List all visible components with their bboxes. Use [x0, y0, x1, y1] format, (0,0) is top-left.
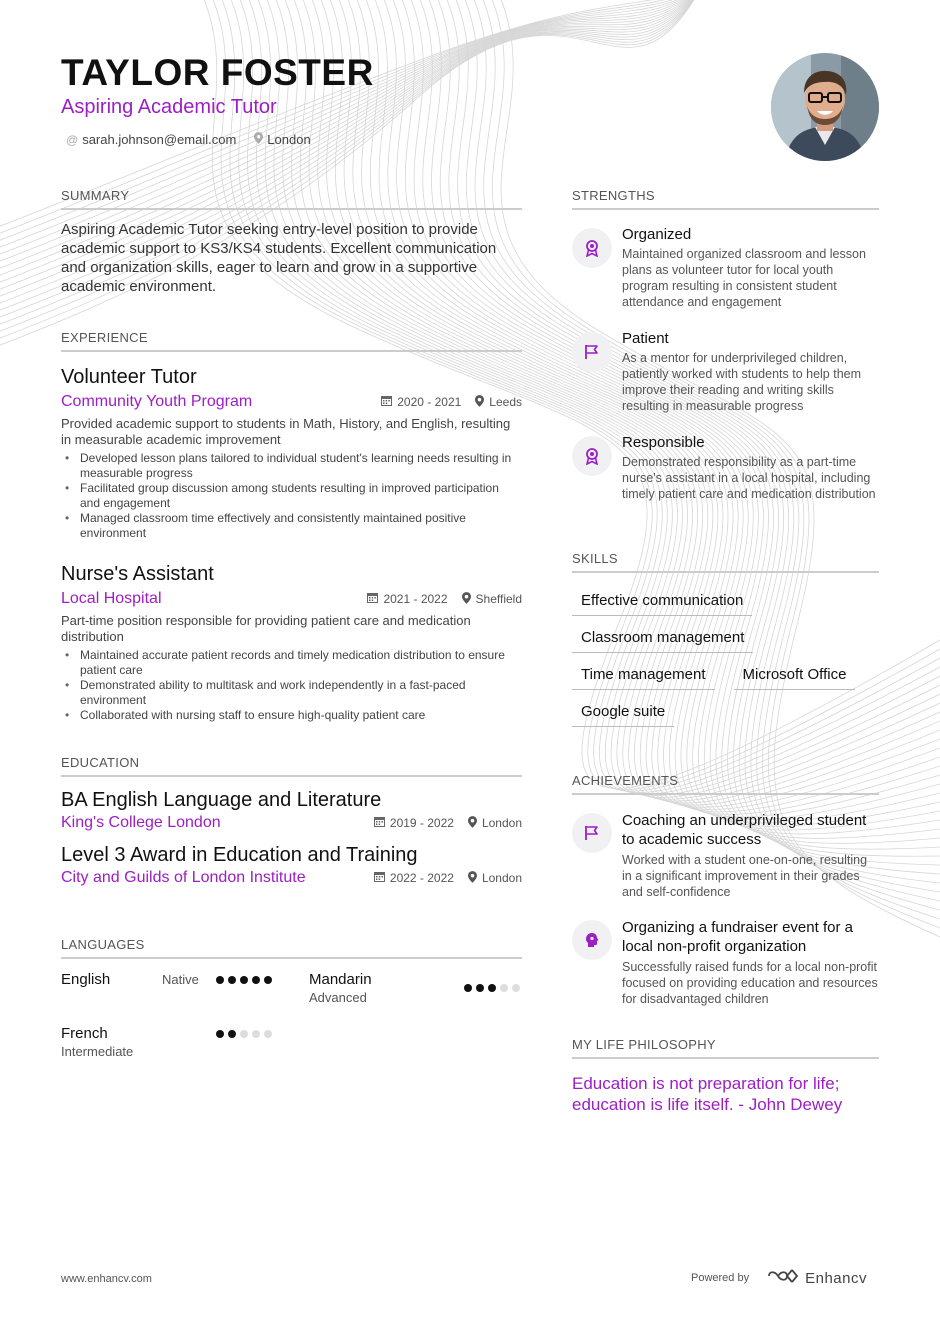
candidate-title: Aspiring Academic Tutor: [61, 96, 277, 118]
brand-logo[interactable]: [767, 1268, 867, 1288]
skill-tag: Effective communication: [572, 585, 752, 616]
bullet-item: • Facilitated group discussion among students resulting in improved participation and engagement: [61, 481, 522, 511]
skills-section: [572, 551, 879, 727]
school-name: King's College London: [61, 814, 221, 831]
language-level: Advanced: [309, 990, 367, 1005]
strength-item: [572, 434, 879, 502]
education-dates: 2022 - 2022: [389, 871, 454, 885]
summary-text: Aspiring Academic Tutor seeking entry-level position to provide academic support to KS3/KS4 students. Excellent communication and organization skills, eager to learn and grow in a supportive academic environment.: [61, 221, 497, 295]
philosophy-quote: Education is not preparation for life; education is life itself. - John Dewey: [572, 1074, 843, 1114]
rating-dot: [252, 1030, 260, 1038]
flag-icon: [572, 813, 612, 853]
skill-tag: Classroom management: [572, 622, 753, 653]
job-dates: 2020 - 2021: [397, 395, 462, 409]
achievement-description: Successfully raised funds for a local non-profit focused on providing education and resources for disadvantaged children: [622, 960, 878, 1006]
strength-item: [572, 330, 879, 414]
rating-dot: [512, 984, 520, 992]
education-section: [61, 755, 522, 887]
calendar-icon: [381, 395, 392, 409]
rating-dot: [464, 984, 472, 992]
languages-section: [61, 937, 522, 1081]
summary-section: [61, 188, 522, 296]
location-contact: [254, 132, 310, 147]
achievement-item: [572, 811, 879, 900]
rating-dot: [240, 976, 248, 984]
rating-dot: [500, 984, 508, 992]
job-title: Volunteer Tutor: [61, 366, 197, 388]
strength-title: Patient: [622, 330, 669, 347]
achievements-section: [572, 773, 879, 1007]
strength-item: [572, 226, 879, 310]
location-pin-icon: [468, 871, 477, 886]
powered-by-label: Powered by: [691, 1272, 750, 1284]
languages-heading: LANGUAGES: [61, 937, 522, 959]
job-company: Community Youth Program: [61, 393, 253, 410]
language-entry: [61, 971, 274, 988]
award-icon: [572, 228, 612, 268]
achievement-title: Coaching an underprivileged student to academic success: [622, 812, 867, 848]
rating-dot: [252, 976, 260, 984]
location-text: London: [267, 132, 311, 147]
experience-section: [61, 330, 522, 723]
calendar-icon: [367, 592, 378, 606]
contact-info: [66, 132, 311, 147]
job-entry: [61, 366, 522, 541]
bullet-item: • Managed classroom time effectively and consistently maintained positive environment: [61, 511, 522, 541]
location-pin-icon: [254, 132, 263, 147]
enhancv-logo-icon: [767, 1268, 799, 1288]
job-location: Leeds: [489, 395, 522, 409]
footer-website[interactable]: www.enhancv.com: [61, 1273, 152, 1285]
footer-branding: [691, 1268, 867, 1288]
brand-name: Enhancv: [805, 1269, 867, 1287]
location-pin-icon: [468, 816, 477, 831]
language-name: English: [61, 971, 111, 988]
strengths-heading: STRENGTHS: [572, 188, 879, 210]
rating-dot: [264, 1030, 272, 1038]
skill-tag: Time management: [572, 659, 715, 690]
rating-dot: [228, 976, 236, 984]
rating-dot: [264, 976, 272, 984]
language-level: Intermediate: [61, 1044, 134, 1059]
award-icon: [572, 436, 612, 476]
calendar-icon: [374, 871, 385, 885]
education-heading: EDUCATION: [61, 755, 522, 777]
skill-tag: Google suite: [572, 696, 674, 727]
job-description: Part-time position responsible for providing patient care and medication distribution: [61, 613, 471, 644]
education-location: London: [481, 871, 522, 885]
head-icon: [572, 920, 612, 960]
strengths-section: [572, 188, 879, 502]
philosophy-section: [572, 1037, 879, 1115]
summary-heading: SUMMARY: [61, 188, 522, 210]
calendar-icon: [374, 816, 385, 830]
education-dates: 2019 - 2022: [389, 816, 454, 830]
email-text: sarah.johnson@email.com: [82, 132, 237, 147]
education-entry: [61, 844, 522, 887]
job-title: Nurse's Assistant: [61, 563, 214, 585]
rating-dot: [476, 984, 484, 992]
job-bullets: [61, 451, 522, 541]
at-icon: @: [66, 132, 79, 147]
rating-dot: [240, 1030, 248, 1038]
profile-photo: [771, 53, 879, 161]
education-location: London: [481, 816, 522, 830]
rating-dots: [216, 1030, 272, 1038]
rating-dot: [488, 984, 496, 992]
bullet-item: • Maintained accurate patient records and timely medication distribution to ensure patient care: [61, 648, 522, 678]
candidate-name: TAYLOR FOSTER: [61, 52, 374, 93]
language-name: French: [61, 1025, 108, 1042]
job-location: Sheffield: [475, 592, 522, 606]
achievement-description: Worked with a student one-on-one, resulting in a significant improvement in their grades and self-confidence: [622, 853, 868, 899]
school-name: City and Guilds of London Institute: [61, 869, 306, 886]
rating-dot: [216, 1030, 224, 1038]
degree-title: BA English Language and Literature: [61, 789, 382, 811]
strength-title: Responsible: [622, 434, 705, 451]
education-entry: [61, 789, 522, 832]
job-description: Provided academic support to students in Math, History, and English, resulting in measurable academic improvement: [61, 416, 511, 447]
achievement-title: Organizing a fundraiser event for a local non-profit organization: [622, 919, 853, 955]
philosophy-heading: MY LIFE PHILOSOPHY: [572, 1037, 879, 1059]
bullet-item: • Collaborated with nursing staff to ensure high-quality patient care: [61, 708, 522, 723]
location-pin-icon: [475, 395, 484, 410]
location-pin-icon: [462, 592, 471, 607]
strength-description: Maintained organized classroom and lesson plans as volunteer tutor for local youth program resulting in consistent student attendance and engagement: [622, 247, 866, 309]
job-bullets: [61, 648, 522, 723]
experience-heading: EXPERIENCE: [61, 330, 522, 352]
degree-title: Level 3 Award in Education and Training: [61, 844, 418, 866]
language-level: Native: [162, 972, 199, 987]
achievement-item: [572, 918, 879, 1007]
language-name: Mandarin: [309, 971, 372, 988]
job-company: Local Hospital: [61, 590, 162, 607]
flag-icon: [572, 332, 612, 372]
job-entry: [61, 563, 522, 723]
rating-dot: [216, 976, 224, 984]
skill-tag: Microsoft Office: [734, 659, 856, 690]
job-dates: 2021 - 2022: [383, 592, 448, 606]
strength-title: Organized: [622, 226, 692, 243]
skills-list: [572, 579, 879, 727]
strength-description: As a mentor for underprivileged children, patiently worked with students to help them improve their reading and writing skills resulting in measurable progress: [622, 351, 862, 413]
bullet-item: • Developed lesson plans tailored to individual student's learning needs resulting in measurable progress: [61, 451, 522, 481]
achievements-heading: ACHIEVEMENTS: [572, 773, 879, 795]
language-entry: [309, 971, 522, 1005]
rating-dots: [216, 976, 272, 984]
skills-heading: SKILLS: [572, 551, 879, 573]
bullet-item: • Demonstrated ability to multitask and work independently in a fast-paced environment: [61, 678, 522, 708]
strength-description: Demonstrated responsibility as a part-time nurse's assistant in a local hospital, including timely patient care and medication distribution: [622, 455, 876, 501]
rating-dots: [464, 984, 520, 992]
rating-dot: [228, 1030, 236, 1038]
language-entry: [61, 1025, 274, 1059]
email-contact[interactable]: [66, 132, 236, 147]
